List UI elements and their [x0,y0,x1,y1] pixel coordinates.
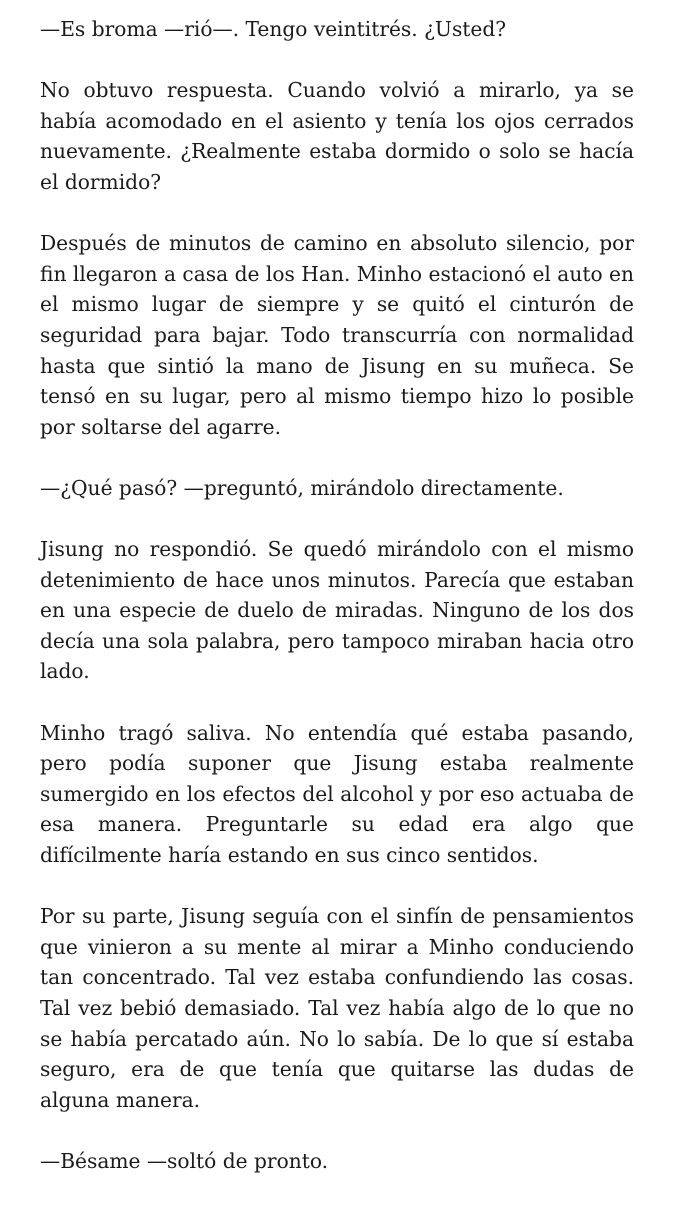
paragraph-1: —Es broma —rió—. Tengo veintitrés. ¿Usted? [40,17,507,41]
paragraph-4: —¿Qué pasó? —preguntó, mirándolo directamente. [40,475,564,500]
paragraph-2: No obtuvo respuesta. Cuando volvió a mirarlo, ya se había acomodado en el asiento y tenía los ojos cerrados nuevamente. ¿Realmente estaba dormido o solo se hacía el dormido? [40,78,634,194]
document-page [40,14,634,1207]
paragraph-8: —Bésame —soltó de pronto. [40,1148,329,1173]
paragraph-3: Después de minutos de camino en absoluto silencio, por fin llegaron a casa de los Han. Minho estacionó el auto en el mismo lugar de siempre y se quitó el cinturón de seguridad para bajar. Todo transcurría con normalidad hasta que sintió la mano de Jisung en su muñeca. Se tensó en su lugar, pero al mismo tiempo hizo lo posible por soltarse del agarre. [40,231,634,439]
paragraph-7: Por su parte, Jisung seguía con el sinfín de pensamientos que vinieron a su mente al mirar a Minho conduciendo tan concentrado. Tal vez estaba confundiendo las cosas. Tal vez bebió demasiado. Tal vez había algo de lo que no se había percatado aún. No lo sabía. De lo que sí estaba seguro, era de que tenía que quitarse las dudas de alguna manera. [40,904,634,1112]
paragraph-6: Minho tragó saliva. No entendía qué estaba pasando, pero podía suponer que Jisung estaba realmente sumergido en los efectos del alcohol y por eso actuaba de esa manera. Preguntarle su edad era algo que difícilmente haría estando en sus cinco sentidos. [40,720,634,868]
paragraph-5: Jisung no respondió. Se quedó mirándolo con el mismo detenimiento de hace unos minutos. Parecía que estaban en una especie de duelo de miradas. Ninguno de los dos decía una sola palabra, pero tampoco miraban hacia otro lado. [40,537,634,684]
